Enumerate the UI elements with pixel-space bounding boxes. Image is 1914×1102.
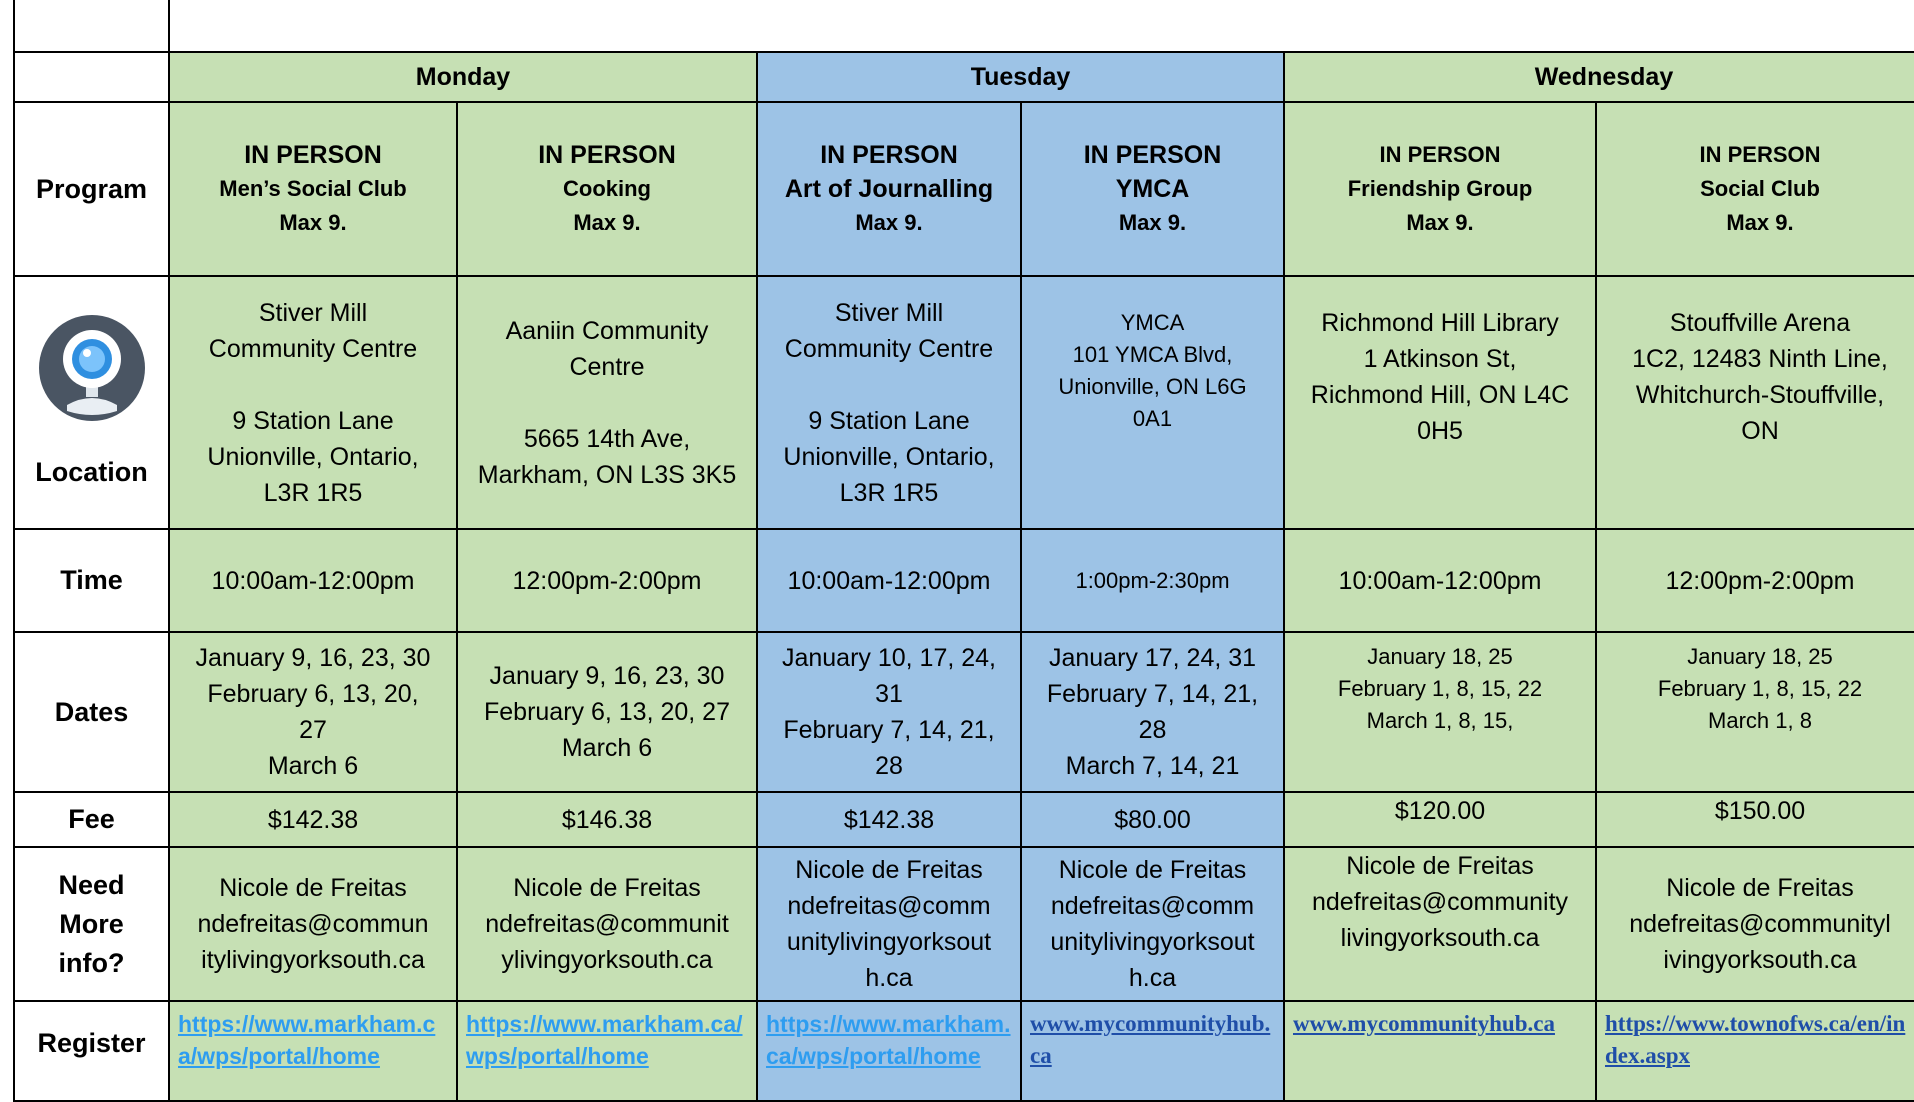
program-cell [457,102,757,276]
title-cell [169,0,1914,52]
time-cell: 10:00am-12:00pm [757,529,1021,632]
fee-cell: $150.00 [1596,792,1914,847]
fee-cell: $142.38 [169,792,457,847]
location-cell: Stiver Mill Community Centre 9 Station Lane Unionville, Ontario, L3R 1R5 [169,276,457,529]
register-link[interactable]: https://www.townofws.ca/en/index.aspx [1596,1001,1914,1101]
program-mode: IN PERSON [244,141,382,169]
day-header-monday: Monday [169,52,757,102]
fee-cell: $120.00 [1284,792,1596,847]
program-max: Max 9. [1406,210,1474,235]
location-cell: Stiver Mill Community Centre 9 Station Lane Unionville, Ontario, L3R 1R5 [757,276,1021,529]
program-max: Max 9. [1726,210,1794,235]
program-mode: IN PERSON [1379,142,1501,167]
row-label-dates: Dates [14,632,169,792]
location-cell: Stouffville Arena 1C2, 12483 Ninth Line, Whitchurch-Stouffville, ON [1596,276,1914,529]
program-max: Max 9. [573,210,641,235]
program-cell [1596,102,1914,276]
program-name: Friendship Group [1347,176,1533,201]
program-mode: IN PERSON [538,141,676,169]
dates-cell: January 17, 24, 31 February 7, 14, 21, 28 March 7, 14, 21 [1021,632,1284,792]
row-label-register: Register [14,1001,169,1101]
time-cell: 10:00am-12:00pm [169,529,457,632]
program-cell [757,102,1021,276]
program-mode: IN PERSON [820,141,958,169]
time-cell: 10:00am-12:00pm [1284,529,1596,632]
contact-cell: Nicole de Freitas ndefreitas@communit ylivingyorksouth.ca [457,847,757,1001]
fee-cell: $80.00 [1021,792,1284,847]
program-name: Art of Journalling [784,175,994,203]
program-name: Men’s Social Club [219,176,407,201]
location-cell: Richmond Hill Library 1 Atkinson St, Richmond Hill, ON L4C 0H5 [1284,276,1596,529]
location-cell: Aaniin Community Centre 5665 14th Ave, Markham, ON L3S 3K5 [457,276,757,529]
fee-cell: $142.38 [757,792,1021,847]
row-label-location: Location [35,457,148,487]
dates-cell: January 10, 17, 24, 31 February 7, 14, 21, 28 [757,632,1021,792]
corner-cell [14,0,169,52]
dates-cell: January 9, 16, 23, 30 February 6, 13, 20, 27 March 6 [169,632,457,792]
webcam-icon [37,313,147,423]
time-cell: 1:00pm-2:30pm [1021,529,1284,632]
register-link[interactable]: https://www.markham.ca/wps/portal/home [457,1001,757,1101]
day-header-wednesday: Wednesday [1284,52,1914,102]
row-label-info: Need More info? [14,847,169,1001]
program-name: Social Club [1700,176,1820,201]
contact-cell: Nicole de Freitas ndefreitas@comm unitylivingyorksout h.ca [757,847,1021,1001]
program-mode: IN PERSON [1699,142,1821,167]
contact-cell: Nicole de Freitas ndefreitas@comm unitylivingyorksout h.ca [1021,847,1284,1001]
dates-cell: January 18, 25 February 1, 8, 15, 22 March 1, 8, 15, [1284,632,1596,792]
program-max: Max 9. [855,210,923,235]
register-link[interactable]: www.mycommunityhub.ca [1284,1001,1596,1101]
dates-cell: January 18, 25 February 1, 8, 15, 22 March 1, 8 [1596,632,1914,792]
program-name: Cooking [563,176,651,201]
contact-cell: Nicole de Freitas ndefreitas@community livingyorksouth.ca [1284,847,1596,1001]
row-label-location-cell [14,276,169,529]
register-link[interactable]: https://www.markham.ca/wps/portal/home [757,1001,1021,1101]
register-link[interactable]: www.mycommunityhub.ca [1021,1001,1284,1101]
day-header-corner [14,52,169,102]
location-cell: YMCA 101 YMCA Blvd, Unionville, ON L6G 0A1 [1021,276,1284,529]
contact-cell: Nicole de Freitas ndefreitas@commun itylivingyorksouth.ca [169,847,457,1001]
row-label-fee: Fee [14,792,169,847]
contact-cell: Nicole de Freitas ndefreitas@communityl ivingyorksouth.ca [1596,847,1914,1001]
program-cell [1284,102,1596,276]
day-header-tuesday: Tuesday [757,52,1284,102]
time-cell: 12:00pm-2:00pm [1596,529,1914,632]
register-link[interactable]: https://www.markham.ca/wps/portal/home [169,1001,457,1101]
program-max: Max 9. [1118,210,1187,235]
program-cell [169,102,457,276]
program-cell [1021,102,1284,276]
row-label-program: Program [14,102,169,276]
dates-cell: January 9, 16, 23, 30 February 6, 13, 20, 27 March 6 [457,632,757,792]
row-label-time: Time [14,529,169,632]
program-name: YMCA [1115,175,1190,203]
schedule-table [13,0,1914,1102]
program-mode: IN PERSON [1083,141,1222,169]
fee-cell: $146.38 [457,792,757,847]
time-cell: 12:00pm-2:00pm [457,529,757,632]
program-max: Max 9. [279,210,347,235]
